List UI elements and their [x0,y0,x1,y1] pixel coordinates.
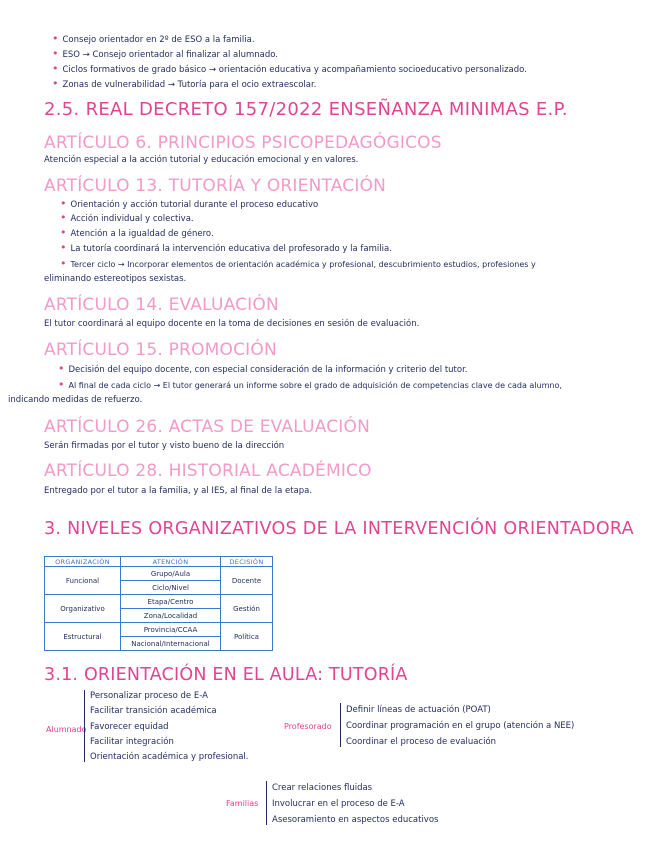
familias-item: Asesoramiento en aspectos educativos [272,815,439,825]
art14-text: El tutor coordinará al equipo docente en la toma de decisiones en sesión de evaluación. [44,319,420,329]
art13-bullet: • Tercer ciclo → Incorporar elementos de orientación académica y profesional, descubrimiento estudios, profesiones y [60,259,536,270]
section-3-title: 3. NIVELES ORGANIZATIVOS DE LA INTERVENCIÓN ORIENTADORA [44,519,634,539]
art14-title: ARTÍCULO 14. EVALUACIÓN [44,295,279,315]
table-cell: Nacional/Internacional [121,637,221,651]
table-row [45,595,273,609]
intro-bullet: • Ciclos formativos de grado básico → orientación educativa y acompañamiento socioeducativo personalizado. [52,64,527,75]
intro-bullet: • Consejo orientador en 2º de ESO a la familia. [52,34,255,45]
familias-item: Crear relaciones fluidas [272,783,373,793]
art13-bullet: • La tutoría coordinará la intervención educativa del profesorado y la familia. [60,243,392,254]
art13-bullet: • Orientación y acción tutorial durante el proceso educativo [60,199,318,210]
profesorado-item: Definir líneas de actuación (POAT) [346,705,491,715]
alumnado-item: Favorecer equidad [90,722,169,732]
alumnado-brace [84,690,85,762]
art15-bullet: • Decisión del equipo docente, con especial consideración de la información y criterio del tutor. [58,364,468,375]
table-cell: Ciclo/Nivel [121,581,221,595]
art26-text: Serán firmadas por el tutor y visto bueno de la dirección [44,441,285,451]
art13-bullet: • Acción individual y colectiva. [60,213,194,224]
table-cell: Funcional [45,567,121,595]
table-row [45,623,273,637]
art15-continuation: indicando medidas de refuerzo. [8,395,143,405]
table-cell: Grupo/Aula [121,567,221,581]
profesorado-item: Coordinar programación en el grupo (atención a NEE) [346,721,575,731]
art13-bullet: • Atención a la igualdad de género. [60,228,214,239]
table-row [45,567,273,581]
alumnado-item: Personalizar proceso de E-A [90,691,208,701]
table-cell: Estructural [45,623,121,651]
art28-title: ARTÍCULO 28. HISTORIAL ACADÉMICO [44,461,372,481]
section-31-title: 3.1. ORIENTACIÓN EN EL AULA: TUTORÍA [44,665,408,685]
art26-title: ARTÍCULO 26. ACTAS DE EVALUACIÓN [44,417,371,437]
table-header: DECISIÓN [221,557,273,567]
alumnado-item: Orientación académica y profesional. [90,752,249,762]
table-cell: Política [221,623,273,651]
profesorado-brace [340,703,341,747]
art28-text: Entregado por el tutor a la familia, y al IES, al final de la etapa. [44,486,313,496]
alumnado-item: Facilitar transición académica [90,706,217,716]
art6-title: ARTÍCULO 6. PRINCIPIOS PSICOPEDAGÓGICOS [44,133,442,153]
table-cell: Provincia/CCAA [121,623,221,637]
table-cell: Etapa/Centro [121,595,221,609]
profesorado-item: Coordinar el proceso de evaluación [346,737,497,747]
intro-bullet: • ESO → Consejo orientador al finalizar al alumnado. [52,49,278,60]
table-cell: Docente [221,567,273,595]
art13-title: ARTÍCULO 13. TUTORÍA Y ORIENTACIÓN [44,176,387,196]
organization-levels-table [44,556,273,651]
art6-text: Atención especial a la acción tutorial y educación emocional y en valores. [44,155,359,165]
alumnado-label: Alumnado [46,725,87,734]
table-header: ATENCIÓN [121,557,221,567]
alumnado-item: Facilitar integración [90,737,174,747]
table-cell: Organizativo [45,595,121,623]
table-cell: Zona/Localidad [121,609,221,623]
familias-label: Familias [226,799,259,808]
familias-item: Involucrar en el proceso de E-A [272,799,405,809]
art13-continuation: eliminando estereotipos sexistas. [44,274,187,284]
art15-title: ARTÍCULO 15. PROMOCIÓN [44,340,277,360]
art15-bullet: • Al final de cada ciclo → El tutor generará un informe sobre el grado de adquisición de competencias clave de cada alumno, [58,380,562,391]
profesorado-label: Profesorado [284,722,332,731]
table-cell: Gestión [221,595,273,623]
section-25-title: 2.5. REAL DECRETO 157/2022 ENSEÑANZA MINIMAS E.P. [44,99,568,120]
table-header: ORGANIZACIÓN [45,557,121,567]
intro-bullet: • Zonas de vulnerabilidad → Tutoría para el ocio extraescolar. [52,79,316,90]
familias-brace [266,781,267,825]
